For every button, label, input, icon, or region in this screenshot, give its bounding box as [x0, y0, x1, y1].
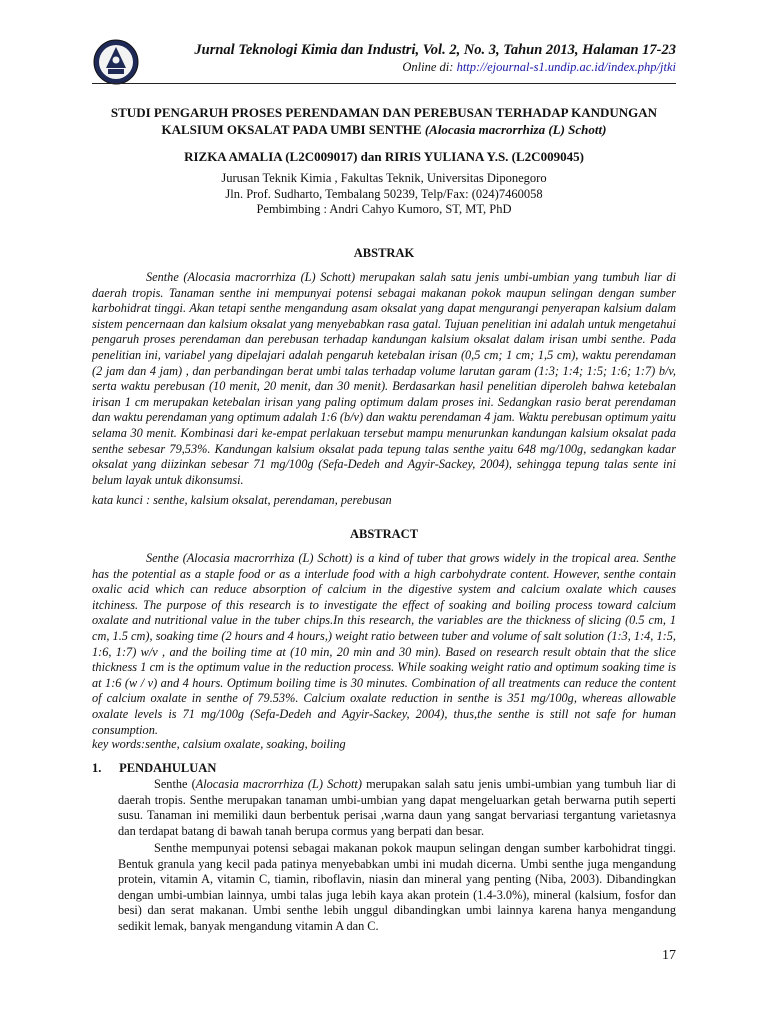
page-number: 17: [662, 948, 676, 963]
abstract-heading: ABSTRACT: [349, 527, 419, 541]
section-title: PENDAHULUAN: [119, 761, 217, 775]
journal-citation: Jurnal Teknologi Kimia dan Industri, Vol. 2, No. 3, Tahun 2013, Halaman 17-23: [194, 42, 676, 58]
intro-p1-rest: merupakan salah satu jenis umbi-umbian yang tumbuh liar di daerah tropis. Senthe merupakan tanaman umbi-umbian yang dapat mengeluarkan getah berwarna putih seperti susu. Tanaman ini memiliki daun berbentuk perisai ,warna daun yang sangat bervariasi tergantung varietasnya dan terdapat batang di bawah tanah berupa cormus yang berpati dan besar.: [118, 777, 676, 838]
intro-paragraph-2: Senthe mempunyai potensi sebagai makanan pokok maupun selingan dengan sumber karbohidrat tinggi. Bentuk granula yang kecil pada patinya menyebabkan umbi ini mudah dicerna. Umbi senthe juga mengandung protein, vitamin A, vitamin C, tiamin, riboflavin, niasin dan mineral yang penting (Niba, 2003). Dibandingkan dengan umbi-umbian lainnya, umbi talas juga lebih kaya akan protein (1.4-3.0%), mineral (kalsium, fosfor dan besi) dan serat makanan. Umbi senthe lebih unggul dibandingkan umbi lainnya karena hanya mengandung sedikit lemak, banyak mengandung vitamin A dan C.: [118, 841, 676, 933]
authors: RIZKA AMALIA (L2C009017) dan RIRIS YULIANA Y.S. (L2C009045): [184, 149, 584, 164]
online-prefix: Online di:: [402, 60, 454, 74]
abstrak-heading: ABSTRAK: [353, 246, 415, 260]
university-logo: [92, 38, 140, 86]
abstrak-text: Senthe (Alocasia macrorrhiza (L) Schott) merupakan salah satu jenis umbi-umbian yang tumbuh liar di daerah tropis. Tanaman senthe ini mempunyai potensi sebagai makanan pokok maupun selingan dengan sumber karbohidrat tinggi. Akan tetapi senthe mengandung asam oksalat yang dapat mengurangi penyerapan kalsium dalam sistem pencernaan dan kalsium oksalat yang menyebabkan rasa gatal. Tujuan penelitian ini adalah untuk mengetahui pengaruh proses perendaman dan perebusan terhadap kandungan kalsium oksalat dalam irisan umbi senthe. Pada penelitian ini, variabel yang dipelajari adalah pengaruh ketebalan irisan (0,5 cm; 1 cm; 1,5 cm), waktu perendaman (2 jam dan 4 jam) , dan perbandingan berat umbi talas terhadap volume larutan garam (1:3; 1:4; 1:5; 1:6; 1:7) b/v, serta waktu perebusan (10 menit, 20 menit, dan 30 menit). Berdasarkan hasil penelitian diperoleh bahwa ketebalan irisan 1 cm merupakan ketebalan irisan yang paling optimum dalam proses ini. Sedangkan rasio berat perendaman dan waktu perendaman yang optimum adalah 1:6 (b/v) dan waktu perendaman 4 jam. Waktu perebusan optimum yaitu selama 30 menit. Kombinasi dari ke-empat perlakuan tersebut mampu menurunkan kandungan kalsium oksalat pada senthe sebesar 79,53%. Kandungan kalsium oksalat pada tepung talas senthe yaitu 648 mg/100g, sedangkan kadar oksalat yang diizinkan sebesar 71 mg/100g (Sefa-Dedeh and Agyir-Sackey, 2004), sehingga tepung talas sente ini belum layak untuk dikonsumsi.: [92, 270, 676, 487]
abstract-text: Senthe (Alocasia macrorrhiza (L) Schott) is a kind of tuber that grows widely in the tropical area. Senthe has the potential as a staple food or as a interlude food with a high carbohydrate content. However, senthe contain oxalic acid which can reduce absorption of calcium in the digestive system and calcium oxalate which causes itchiness. The purpose of this research is to investigate the effect of soaking and boiling process toward calcium oxalate and nutritional value in the tuber chips.In this research, the variables are the thickness of slicing (0.5 cm, 1 cm, 1.5 cm), soaking time (2 hours and 4 hours,) weight ratio between tuber and volume of salt solution (1:3, 1:4, 1:5, 1:6, 1:7) w/v , and the boiling time at (10 min, 20 min and 30 min). Based on research result obtain that the slice thickness 1 cm is the optimum value in the reduction process. While soaking weight ratio and optimum soaking time is at 1:6 (w / v) and 4 hours. Optimum boiling time is 30 minutes. Combination of all treatments can reduce the content of calcium oxalate in senthe of 79.53%. Calcium oxalate reduction in senthe is 351 mg/100g, whereas allowable oxalate levels is 71 mg/100g (Sefa-Dedeh and Agyir-Sackey, 2004), thus,the senthe is still not safe for human consumption.: [92, 551, 676, 737]
affiliation: [92, 171, 676, 218]
journal-url-link[interactable]: http://ejournal-s1.undip.ac.id/index.php/jtki: [456, 60, 676, 74]
title-main: STUDI PENGARUH PROSES PERENDAMAN DAN PEREBUSAN TERHADAP KANDUNGAN KALSIUM OKSALAT PADA UMBI SENTHE: [110, 105, 658, 137]
section-number: 1.: [92, 761, 102, 775]
header-divider: [92, 83, 676, 84]
paper-title: [92, 104, 676, 138]
intro-paragraph-1: [118, 777, 676, 839]
title-species: (Alocasia macrorrhiza (L) Schott): [424, 122, 607, 137]
affiliation-line-3: Pembimbing : Andri Cahyo Kumoro, ST, MT, PhD: [256, 202, 512, 216]
affiliation-line-2: Jln. Prof. Sudharto, Tembalang 50239, Telp/Fax: (024)7460058: [225, 186, 543, 201]
intro-p1-start: Senthe (: [154, 777, 196, 791]
online-info: [402, 60, 676, 75]
affiliation-line-1: Jurusan Teknik Kimia , Fakultas Teknik, Universitas Diponegoro: [221, 171, 547, 185]
intro-p1-species: Alocasia macrorrhiza (L) Schott): [195, 777, 362, 791]
abstrak-keywords: kata kunci : senthe, kalsium oksalat, perendaman, perebusan: [92, 493, 392, 507]
section-heading: [92, 761, 216, 776]
abstract-keywords: key words:senthe, calsium oxalate, soaking, boiling: [92, 737, 346, 751]
